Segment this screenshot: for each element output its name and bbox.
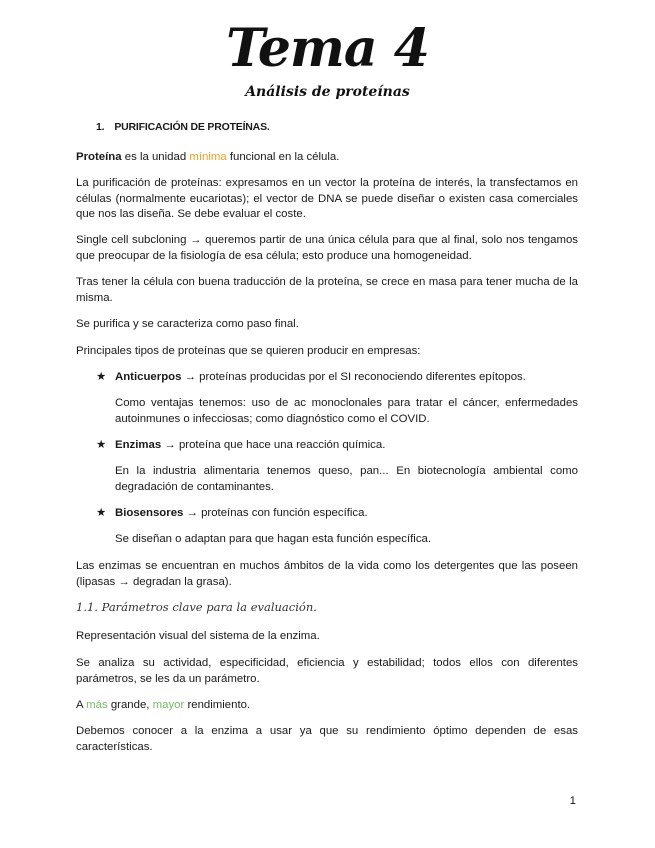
highlight-mayor: mayor: [152, 699, 185, 711]
term-proteina: Proteína: [76, 151, 122, 163]
subsection-heading: 1.1. Parámetros clave para la evaluación.: [76, 600, 317, 614]
page-subtitle: Análisis de proteínas: [245, 84, 410, 100]
text-span: rendimiento.: [184, 699, 251, 711]
bullet-biosensores: [96, 506, 368, 522]
bullet-enzimas: [96, 438, 385, 454]
paragraph-proteina: [76, 150, 578, 166]
paragraph-crecimiento: Tras tener la célula con buena traducción de la proteína, se crece en masa para tener mucha de la misma.: [76, 276, 578, 304]
paragraph-subcloning: Single cell subcloning → queremos partir de una única célula para que al final, solo nos tengamos que preocupar de la fisiología de esa célula; esto produce una homogeneidad.: [76, 234, 578, 262]
section-title: PURIFICACIÓN DE PROTEÍNAS.: [114, 121, 270, 133]
paragraph-tipos: Principales tipos de proteínas que se quieren producir en empresas:: [76, 345, 421, 357]
paragraph-rendimiento: [76, 698, 578, 714]
page-number: 1: [569, 795, 576, 807]
star-icon: ★: [96, 439, 107, 451]
text-span: funcional en la célula.: [226, 151, 340, 163]
bullet-term: Biosensores: [115, 507, 184, 519]
bullet-term: Anticuerpos: [115, 371, 182, 383]
text-span: es la unidad: [121, 151, 190, 163]
paragraph-purificacion: La purificación de proteínas: expresamos en un vector la proteína de interés, la transfectamos en células (normalmente eucariotas); el vector de DNA se puede diseñar o existen casa comerciales que nos las diseña. Se debe evaluar el coste.: [76, 177, 578, 220]
paragraph-representacion: Representación visual del sistema de la enzima.: [76, 630, 320, 642]
section-heading: [96, 121, 270, 133]
bullet-detail-enzimas: En la industria alimentaria tenemos queso, pan... En biotecnología ambiental como degradación de contaminantes.: [115, 465, 578, 493]
bullet-text: → proteínas producidas por el SI reconociendo diferentes epítopos.: [181, 371, 526, 383]
bullet-detail-biosensores: Se diseñan o adaptan para que hagan esta función específica.: [115, 533, 432, 545]
highlight-minima: mínima: [189, 151, 227, 163]
bullet-anticuerpos: [96, 370, 526, 386]
paragraph-enzimas-ambitos: Las enzimas se encuentran en muchos ámbitos de la vida como los detergentes que las poseen (lipasas → degradan la grasa).: [76, 560, 578, 588]
paragraph-purifica: Se purifica y se caracteriza como paso final.: [76, 318, 299, 330]
paragraph-analiza: Se analiza su actividad, especificidad, eficiencia y estabilidad; todos ellos con diferentes parámetros, se les da un parámetro.: [76, 657, 578, 685]
section-number: 1.: [96, 121, 105, 133]
bullet-text: → proteínas con función específica.: [183, 507, 368, 519]
page-title: Tema 4: [226, 18, 429, 79]
star-icon: ★: [96, 371, 107, 383]
bullet-text: → proteína que hace una reacción química.: [161, 439, 386, 451]
star-icon: ★: [96, 507, 107, 519]
bullet-detail-anticuerpos: Como ventajas tenemos: uso de ac monoclonales para tratar el cáncer, enfermedades autoinmunes o infecciosas; como diagnóstico como el COVID.: [115, 397, 578, 425]
text-span: grande,: [107, 699, 153, 711]
highlight-mas: más: [86, 699, 108, 711]
bullet-term: Enzimas: [115, 439, 162, 451]
paragraph-conocer: Debemos conocer a la enzima a usar ya que su rendimiento óptimo dependen de esas características.: [76, 725, 578, 753]
text-span: A: [76, 699, 87, 711]
